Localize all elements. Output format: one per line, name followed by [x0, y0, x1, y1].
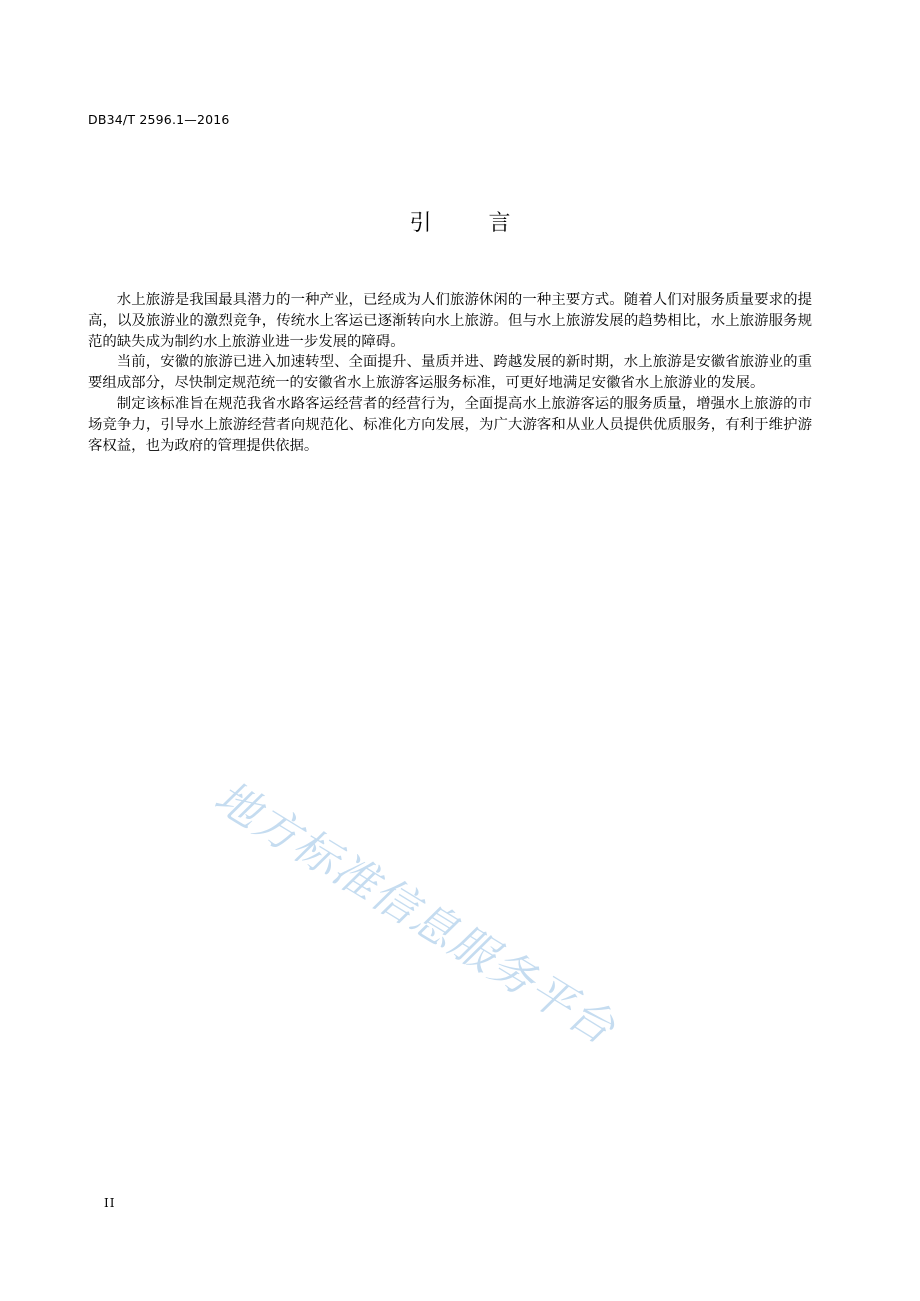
page-title: 引 言	[409, 211, 511, 236]
watermark: 地方标准信息服务平台	[205, 771, 625, 1056]
introduction-body	[88, 290, 812, 456]
standard-code: DB34/T 2596.1—2016	[88, 112, 230, 127]
paragraph-2: 当前，安徽的旅游已进入加速转型、全面提升、量质并进、跨越发展的新时期，水上旅游是安徽省旅游业的重要组成部分，尽快制定规范统一的安徽省水上旅游客运服务标准，可更好地满足安徽省水上旅游业的发展。	[88, 354, 812, 392]
paragraph-3: 制定该标准旨在规范我省水路客运经营者的经营行为，全面提高水上旅游客运的服务质量，增强水上旅游的市场竞争力，引导水上旅游经营者向规范化、标准化方向发展，为广大游客和从业人员提供优质服务，有利于维护游客权益，也为政府的管理提供依据。	[88, 395, 812, 454]
page-number: II	[104, 1196, 116, 1210]
paragraph-1: 水上旅游是我国最具潜力的一种产业，已经成为人们旅游休闲的一种主要方式。随着人们对服务质量要求的提高，以及旅游业的激烈竞争，传统水上客运已逐渐转向水上旅游。但与水上旅游发展的趋势相比，水上旅游服务规范的缺失成为制约水上旅游业进一步发展的障碍。	[88, 292, 812, 350]
